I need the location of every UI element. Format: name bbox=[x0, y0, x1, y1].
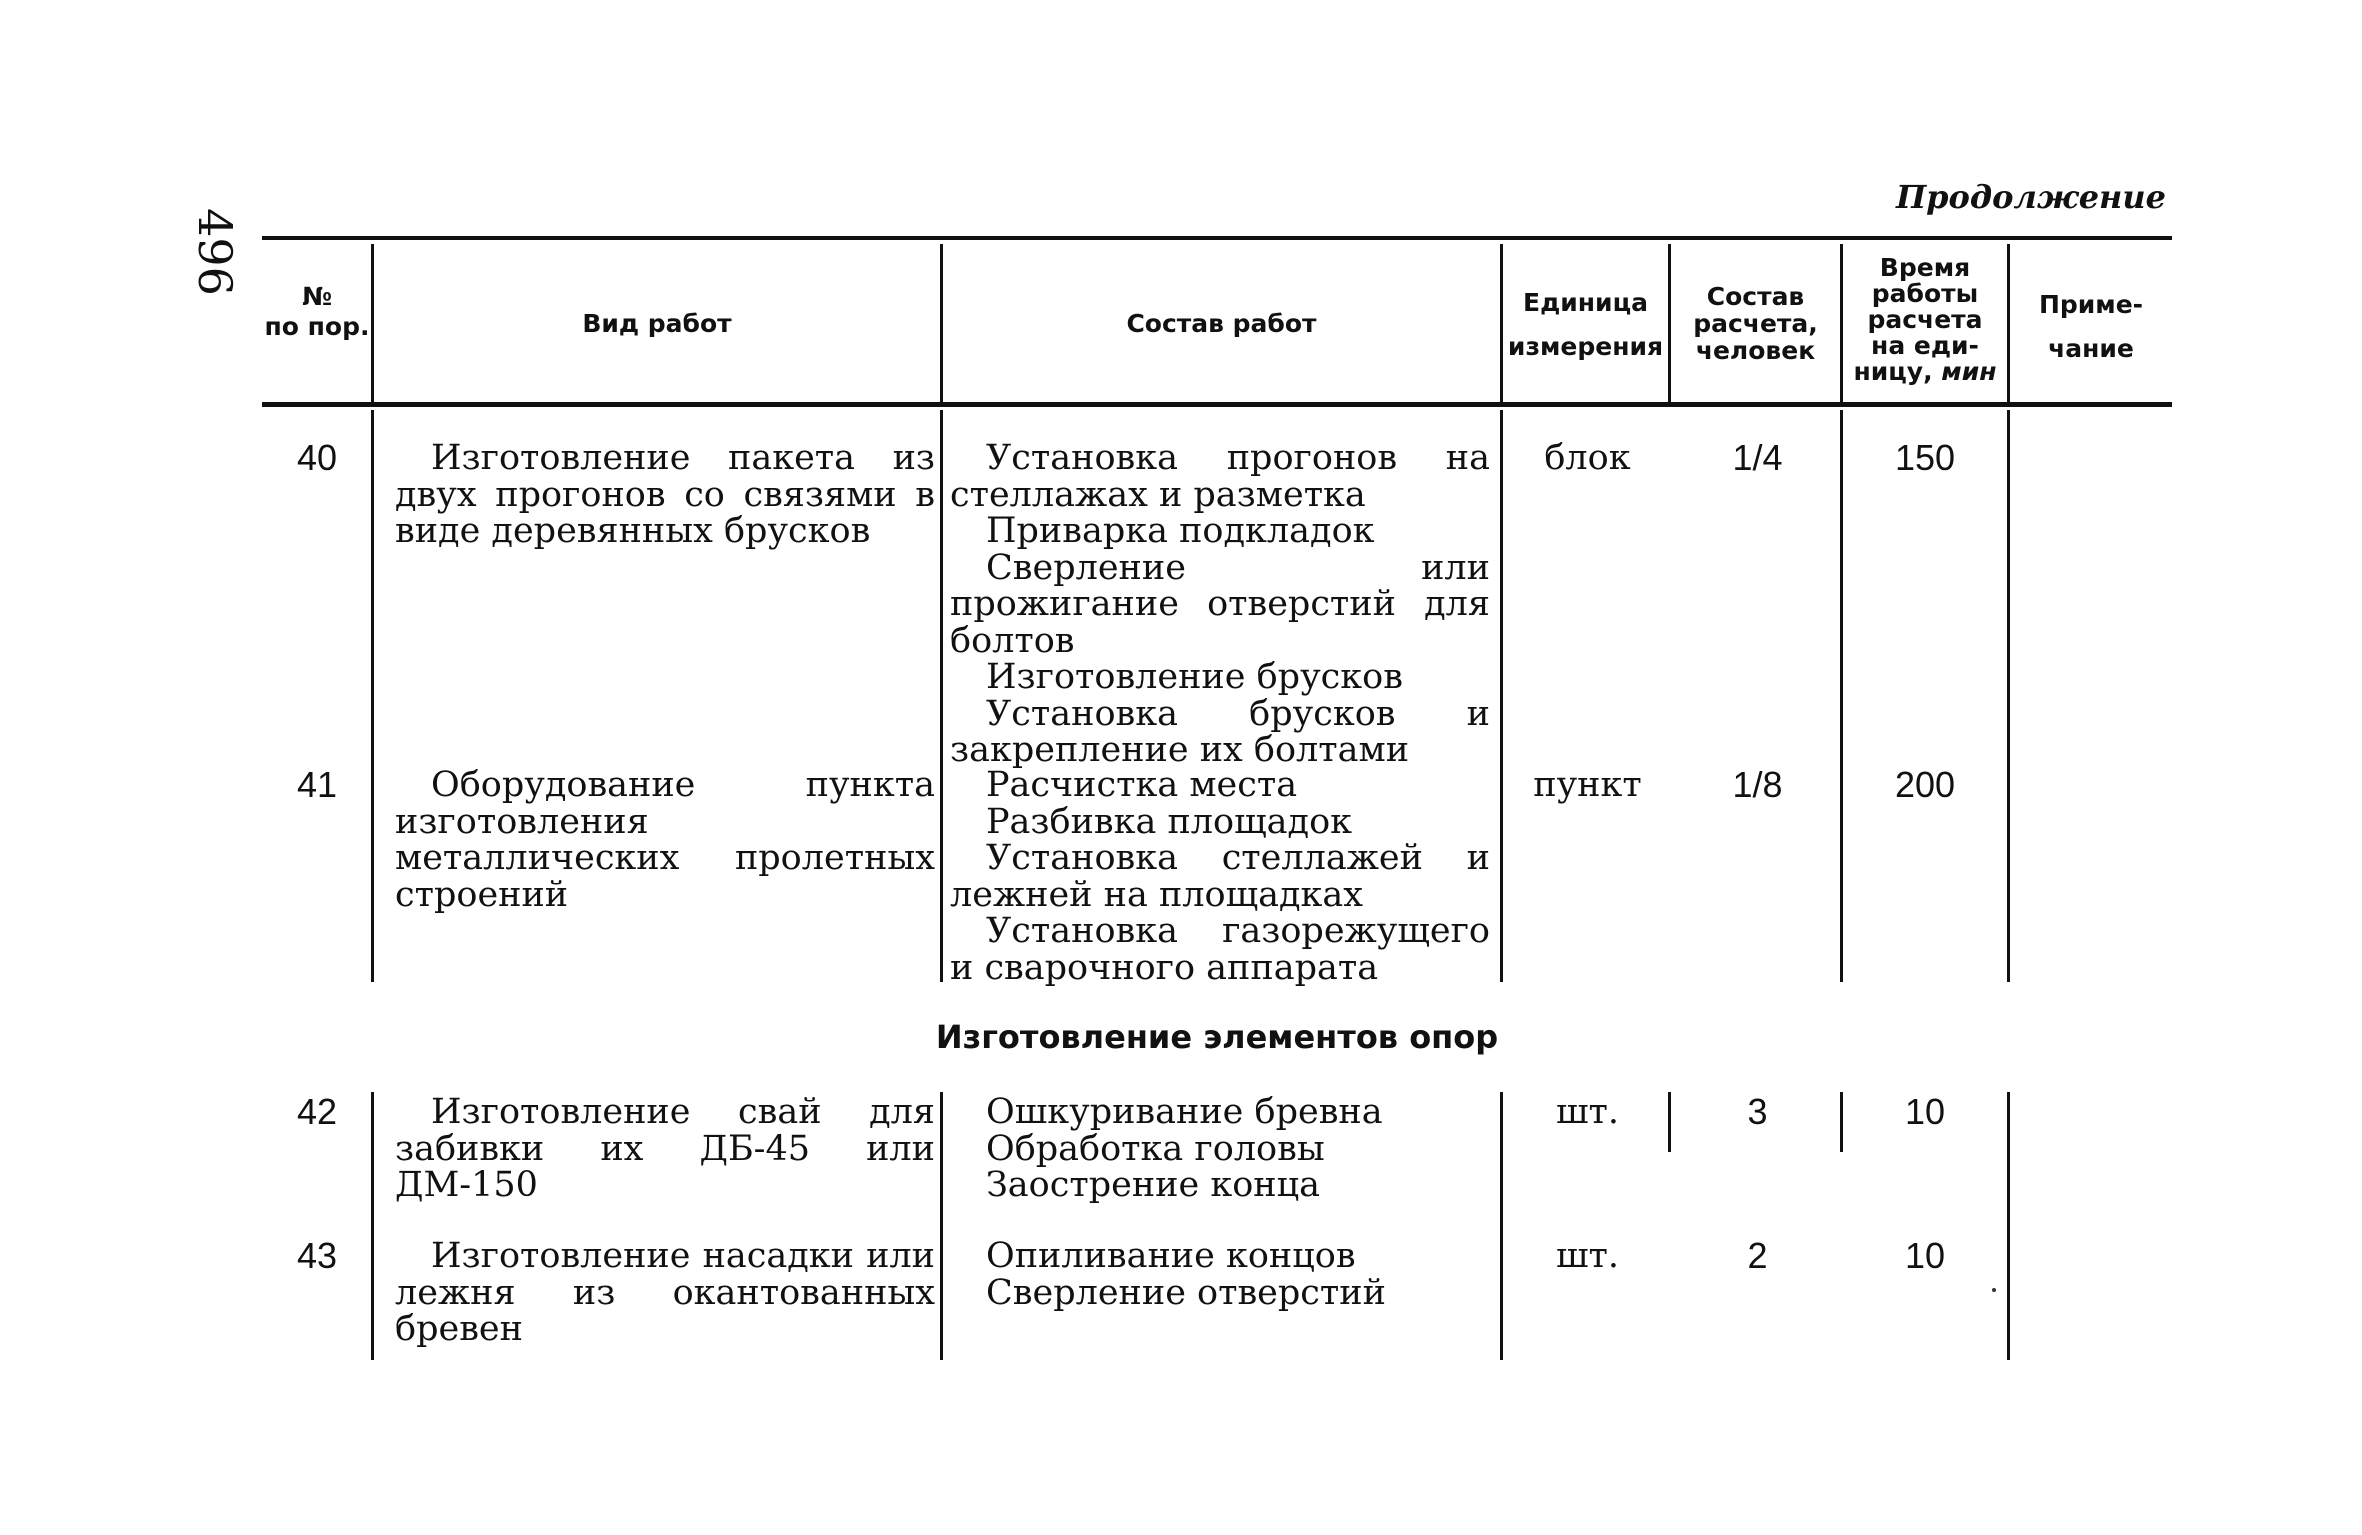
work-composition: Ошкуривание бревна Обработка головы Заострение конца bbox=[986, 1092, 1383, 1205]
work-time: 150 bbox=[1894, 437, 1956, 478]
row-number: 43 bbox=[296, 1235, 338, 1276]
header-sostav: Состав работ bbox=[1126, 309, 1317, 338]
body-divider bbox=[940, 410, 943, 982]
header-time: Время работы расчета на еди- ницу, мин bbox=[1853, 253, 1997, 386]
work-time: 200 bbox=[1894, 764, 1956, 805]
work-composition: Установка прогонов на стеллажах и разметка Приварка подкладок Сверление или прожигание отверстий для болтов Изготовление брусков Установка брусков и закрепление их болтами bbox=[950, 438, 1490, 770]
body-divider bbox=[1668, 1092, 1671, 1152]
section-title: Изготовление элементов опор bbox=[935, 1018, 1499, 1056]
work-type: Изготовление пакета из двух прогонов со связями в виде деревянных брусков bbox=[395, 438, 935, 551]
body-divider bbox=[1500, 1092, 1503, 1360]
body-divider bbox=[1840, 410, 1843, 982]
row-number: 40 bbox=[296, 437, 338, 478]
body-divider bbox=[940, 1092, 943, 1360]
crew-size: 1/8 bbox=[1732, 764, 1783, 805]
page-number: 496 bbox=[188, 208, 242, 296]
crew-size: 1/4 bbox=[1732, 437, 1783, 478]
work-type: Оборудование пункта изготовления металлических пролетных строений bbox=[395, 765, 935, 915]
work-time: 10 bbox=[1904, 1235, 1946, 1276]
row-number: 42 bbox=[296, 1091, 338, 1132]
unit-of-measure: блок bbox=[1544, 438, 1631, 478]
work-composition: Расчистка места Разбивка площадок Установка стеллажей и лежней на площадках Установка газорежущего и сварочного аппарата bbox=[950, 765, 1490, 988]
crew-size: 3 bbox=[1747, 1091, 1768, 1132]
body-divider bbox=[2007, 1092, 2010, 1360]
header-vid: Вид работ bbox=[582, 309, 732, 338]
continued-label: Продолжение bbox=[1895, 178, 2166, 216]
body-divider bbox=[2007, 410, 2010, 982]
work-composition: Опиливание концов Сверление отверстий bbox=[986, 1236, 1386, 1313]
header-note: Приме- чание bbox=[2038, 290, 2144, 363]
body-divider bbox=[371, 410, 374, 982]
table-top-rule bbox=[262, 236, 2172, 240]
body-divider bbox=[1500, 410, 1503, 982]
header-unit: Единица измерения bbox=[1507, 288, 1664, 361]
header-num: № по пор. bbox=[264, 282, 370, 341]
body-divider bbox=[1840, 1092, 1843, 1152]
unit-of-measure: шт. bbox=[1555, 1092, 1620, 1132]
work-type: Изготовление свай для забивки их ДБ-45 или ДМ-150 bbox=[395, 1092, 935, 1205]
ink-speck bbox=[1992, 1288, 1996, 1292]
row-number: 41 bbox=[296, 764, 338, 805]
work-time: 10 bbox=[1904, 1091, 1946, 1132]
work-type: Изготовление насадки или лежня из окантованных бревен bbox=[395, 1236, 935, 1349]
header-crew: Состав расчета, человек bbox=[1693, 282, 1818, 365]
crew-size: 2 bbox=[1747, 1235, 1768, 1276]
header-bottom-rule bbox=[262, 402, 2172, 407]
unit-of-measure: пункт bbox=[1533, 765, 1642, 805]
unit-of-measure: шт. bbox=[1555, 1236, 1620, 1276]
body-divider bbox=[371, 1092, 374, 1360]
